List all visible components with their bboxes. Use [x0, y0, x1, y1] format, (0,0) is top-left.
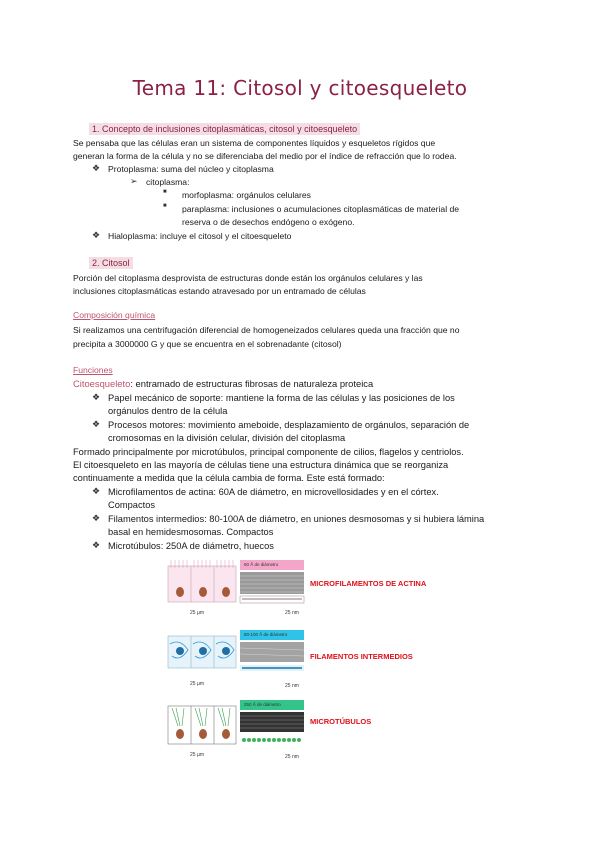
- section-2-heading: 2. Citosol: [89, 257, 133, 269]
- procesos-line-2: cromosomas en la división celular, división del citoplasma: [108, 433, 346, 443]
- diamond-bullet-icon: ❖: [92, 163, 101, 173]
- paraplasma-line-2: reserva o de desechos endógeno o exógeno.: [182, 217, 355, 227]
- diamond-bullet-icon: ❖: [92, 230, 101, 240]
- diamond-bullet-icon: ❖: [92, 419, 101, 429]
- dinamica-line-2: continuamente a medida que la célula cambia de forma. Este está formado:: [73, 473, 385, 483]
- scale-label-2: 25 nm: [285, 610, 299, 616]
- section-1-para-line-1: Se pensaba que las células eran un sistema de componentes líquidos y esqueletos rígidos que: [73, 138, 436, 148]
- section-1-para-line-2: generan la forma de la célula y no se diferenciaba del medio por el índice de refracción que lo rodea.: [73, 151, 457, 161]
- formado-line: Formado principalmente por microtúbulos, principal componente de cilios, flagelos y centriolos.: [73, 447, 464, 457]
- dinamica-line-1: El citoesqueleto en las mayoría de células tiene una estructura dinámica que se reorganiza: [73, 460, 449, 470]
- paraplasma-line-1: paraplasma: inclusiones o acumulaciones citoplasmáticas de material de: [182, 204, 460, 214]
- intermedios-line-2: basal en hemidesmosomas. Compactos: [108, 527, 274, 537]
- composicion-heading: Composición química: [73, 310, 156, 320]
- composicion-line-2: precipita a 3000000 G y que se encuentra en el sobrenadante (citosol): [73, 339, 342, 349]
- citoesqueleto-definition: [73, 378, 373, 391]
- square-bullet-icon: ■: [163, 189, 167, 195]
- arrow-bullet-icon: ➢: [130, 176, 138, 186]
- diamond-bullet-icon: ❖: [92, 513, 101, 523]
- papel-line-1: Papel mecánico de soporte: mantiene la forma de las células y las posiciones de los: [108, 393, 455, 403]
- cells-actin-drawing: [168, 560, 236, 602]
- figure-illustration: [160, 558, 490, 768]
- citoesqueleto-term: Citoesqueleto: [73, 378, 131, 389]
- procesos-line-1: Procesos motores: movimiento ameboide, desplazamiento de orgánulos, separación de: [108, 420, 470, 430]
- cytoskeleton-figure: [160, 558, 490, 768]
- microtubulos-line: Microtúbulos: 250A de diámetro, huecos: [108, 541, 274, 551]
- scale-label-1: 25 µm: [190, 610, 204, 616]
- cells-microtubule-drawing: [168, 706, 236, 744]
- microfil-line-2: Compactos: [108, 500, 156, 510]
- citoplasma-item: citoplasma:: [146, 177, 190, 187]
- section-2-para-line-1: Porción del citoplasma desprovista de estructuras donde están los orgánulos celulares y las: [73, 273, 423, 283]
- section-1-heading: 1. Concepto de inclusiones citoplasmáticas, citosol y citoesqueleto: [89, 123, 360, 135]
- papel-line-2: orgánulos dentro de la célula: [108, 406, 228, 416]
- scale-label-5: 25 µm: [190, 752, 204, 758]
- citoesqueleto-def: : entramado de estructuras fibrosas de naturaleza proteica: [130, 378, 374, 389]
- scale-label-3: 25 µm: [190, 681, 204, 687]
- square-bullet-icon: ■: [163, 203, 167, 209]
- microfil-line-1: Microfilamentos de actina: 60A de diámetro, en microvellosidades y en el córtex.: [108, 487, 439, 497]
- morfoplasma-item: morfoplasma: orgánulos celulares: [182, 190, 311, 200]
- scale-label-4: 25 nm: [285, 683, 299, 689]
- funciones-heading: Funciones: [73, 365, 113, 375]
- page-title: Tema 11: Citosol y citoesqueleto: [132, 76, 468, 100]
- label-filamentos-intermedios: FILAMENTOS INTERMEDIOS: [310, 652, 413, 661]
- diamond-bullet-icon: ❖: [92, 392, 101, 402]
- box2-text: 80-100 Å de diámetro: [244, 632, 288, 637]
- intermedios-line-1: Filamentos intermedios: 80-100A de diámetro, en uniones desmosomas y si hubiera lámina: [108, 514, 485, 524]
- section-2-para-line-2: inclusiones citoplasmáticas estando atravesado por un entramado de células: [73, 286, 366, 296]
- box3-text: 250 Å de diámetro: [244, 702, 281, 707]
- label-microtubulos: MICROTÚBULOS: [310, 717, 372, 726]
- scale-label-6: 25 nm: [285, 754, 299, 760]
- box1-text: 60 Å de diámetro: [244, 562, 279, 567]
- composicion-line-1: Si realizamos una centrifugación diferencial de homogeneizados celulares queda una fracción que no: [73, 325, 460, 335]
- protoplasma-item: Protoplasma: suma del núcleo y citoplasma: [108, 164, 274, 174]
- diamond-bullet-icon: ❖: [92, 486, 101, 496]
- hialoplasma-item: Hialoplasma: incluye el citosol y el citoesqueleto: [108, 231, 292, 241]
- label-microfilamentos: MICROFILAMENTOS DE ACTINA: [310, 579, 427, 588]
- diamond-bullet-icon: ❖: [92, 540, 101, 550]
- cells-intermediate-drawing: [168, 636, 236, 668]
